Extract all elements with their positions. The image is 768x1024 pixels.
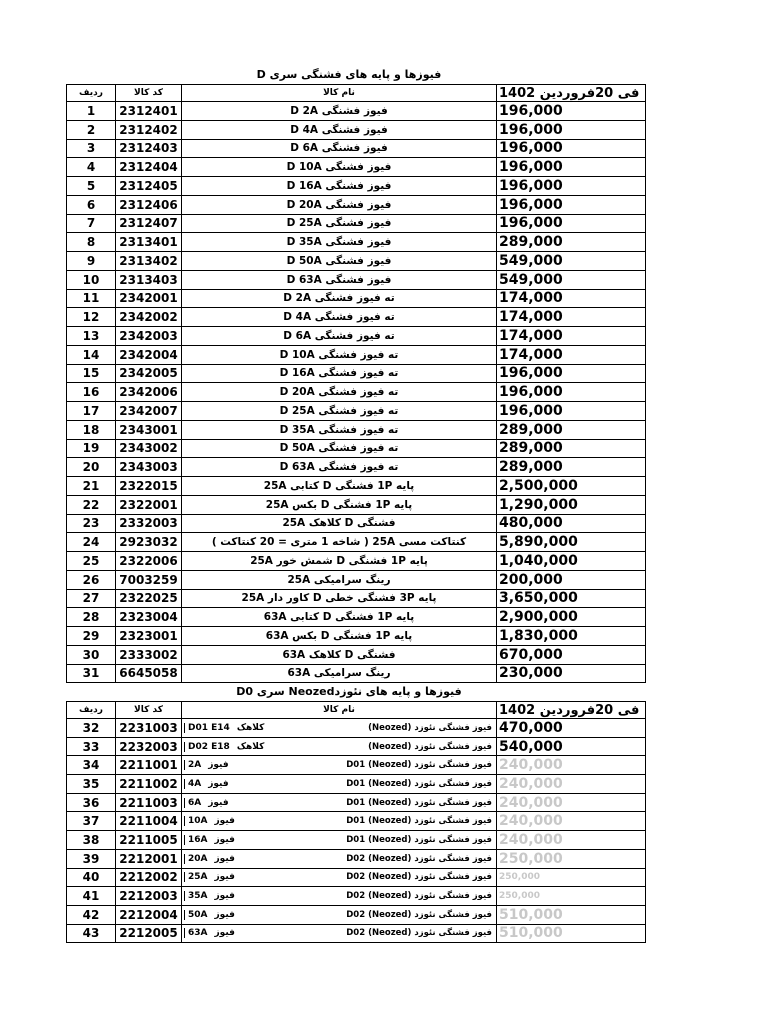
- product-price: 174,000: [497, 308, 646, 327]
- product-price: 1,830,000: [497, 627, 646, 646]
- table-row: [67, 831, 646, 850]
- product-code: 2322015: [116, 477, 182, 496]
- product-price: 289,000: [497, 439, 646, 458]
- product-code: 2211004: [116, 812, 182, 831]
- product-spec-label: کلاهک: [236, 722, 265, 733]
- product-price: 240,000: [497, 812, 646, 831]
- product-price: 2,900,000: [497, 608, 646, 627]
- row-number: 19: [67, 439, 116, 458]
- product-spec: 63A: [184, 928, 211, 938]
- product-price: 250,000: [497, 849, 646, 868]
- product-name-text: فیوز فشنگی نئوزد (Neozed) D02: [346, 853, 492, 864]
- row-number: 21: [67, 477, 116, 496]
- product-code: 2212002: [116, 868, 182, 887]
- product-spec: 16A: [184, 835, 211, 845]
- product-price: 549,000: [497, 252, 646, 271]
- product-code: 2342003: [116, 327, 182, 346]
- row-number: 24: [67, 533, 116, 552]
- table-row: [67, 793, 646, 812]
- row-number: 38: [67, 831, 116, 850]
- header-price-date: فی 20فروردین 1402: [497, 702, 646, 719]
- row-number: 1: [67, 102, 116, 121]
- product-price: 240,000: [497, 756, 646, 775]
- product-name: ته فیوز فشنگی D 4A: [182, 308, 497, 327]
- product-price: 196,000: [497, 158, 646, 177]
- table-row: [67, 775, 646, 794]
- table-row: [67, 627, 646, 646]
- product-code: 2343002: [116, 439, 182, 458]
- row-number: 17: [67, 402, 116, 421]
- product-code: 2342005: [116, 364, 182, 383]
- section-title-d-series: فیوزها و پایه های فشنگی سری D: [256, 68, 442, 81]
- table-row: [67, 477, 646, 496]
- section-title-neozed-series: فیوزها و پایه های نئوزدNeozed سری D0: [236, 685, 462, 698]
- product-name: ته فیوز فشنگی D 35A: [182, 420, 497, 439]
- row-number: 9: [67, 252, 116, 271]
- product-code: 2211005: [116, 831, 182, 850]
- table-row: [67, 719, 646, 738]
- product-code: 2312407: [116, 214, 182, 233]
- row-number: 27: [67, 589, 116, 608]
- product-price: 196,000: [497, 102, 646, 121]
- row-number: 11: [67, 289, 116, 308]
- product-name: فیوز فشنگی D 2A: [182, 102, 497, 121]
- product-code: 2212004: [116, 905, 182, 924]
- table-row: [67, 139, 646, 158]
- product-name-text: فیوز فشنگی نئوزد (Neozed) D02: [346, 872, 492, 883]
- header-product-code: کد کالا: [116, 702, 182, 719]
- product-name: پایه 1P فشنگی D کتابی 25A: [182, 477, 497, 496]
- row-number: 22: [67, 495, 116, 514]
- product-name: [182, 793, 497, 812]
- row-number: 36: [67, 793, 116, 812]
- table-row: [67, 849, 646, 868]
- product-code: 2211003: [116, 793, 182, 812]
- row-number: 15: [67, 364, 116, 383]
- product-spec-label: فیوز: [214, 891, 235, 902]
- row-number: 8: [67, 233, 116, 252]
- row-number: 7: [67, 214, 116, 233]
- table-row: [67, 924, 646, 943]
- table-row: [67, 345, 646, 364]
- product-code: 2322001: [116, 495, 182, 514]
- product-name: فیوز فشنگی D 35A: [182, 233, 497, 252]
- product-code: 2342002: [116, 308, 182, 327]
- row-number: 37: [67, 812, 116, 831]
- product-name-text: فیوز فشنگی نئوزد (Neozed) D02: [346, 928, 492, 939]
- table-row: [67, 737, 646, 756]
- product-price: 549,000: [497, 270, 646, 289]
- product-name: [182, 868, 497, 887]
- row-number: 13: [67, 327, 116, 346]
- table-header: [67, 85, 646, 102]
- product-name: [182, 756, 497, 775]
- product-code: 2323004: [116, 608, 182, 627]
- product-code: 2313403: [116, 270, 182, 289]
- product-spec-label: فیوز: [214, 853, 235, 864]
- row-number: 42: [67, 905, 116, 924]
- product-name: [182, 924, 497, 943]
- product-name: [182, 887, 497, 906]
- product-price: 480,000: [497, 514, 646, 533]
- product-name: فیوز فشنگی D 25A: [182, 214, 497, 233]
- product-price: 289,000: [497, 420, 646, 439]
- row-number: 4: [67, 158, 116, 177]
- row-number: 41: [67, 887, 116, 906]
- product-name: ته فیوز فشنگی D 25A: [182, 402, 497, 421]
- row-number: 34: [67, 756, 116, 775]
- header-row-number: ردیف: [67, 85, 116, 102]
- product-code: 2322025: [116, 589, 182, 608]
- product-name: ته فیوز فشنگی D 10A: [182, 345, 497, 364]
- product-price: 289,000: [497, 458, 646, 477]
- product-code: 2312404: [116, 158, 182, 177]
- row-number: 43: [67, 924, 116, 943]
- table-row: [67, 608, 646, 627]
- product-spec-label: فیوز: [214, 928, 235, 939]
- product-name: ته فیوز فشنگی D 2A: [182, 289, 497, 308]
- product-name: رینگ سرامیکی 63A: [182, 664, 497, 683]
- product-spec: 6A: [184, 798, 204, 808]
- table-row: [67, 402, 646, 421]
- product-price: 240,000: [497, 793, 646, 812]
- row-number: 14: [67, 345, 116, 364]
- table-row: [67, 812, 646, 831]
- table-row: [67, 289, 646, 308]
- product-name: فیوز فشنگی D 6A: [182, 139, 497, 158]
- product-name: ته فیوز فشنگی D 50A: [182, 439, 497, 458]
- product-spec: 20A: [184, 854, 211, 864]
- product-price: 174,000: [497, 345, 646, 364]
- product-price: 510,000: [497, 905, 646, 924]
- row-number: 26: [67, 570, 116, 589]
- product-name: فشنگی D کلاهک 63A: [182, 645, 497, 664]
- table-row: [67, 570, 646, 589]
- header-product-name: نام کالا: [182, 702, 497, 719]
- product-name: [182, 719, 497, 738]
- row-number: 30: [67, 645, 116, 664]
- product-name-text: فیوز فشنگی نئوزد (Neozed): [368, 722, 492, 733]
- table-row: [67, 905, 646, 924]
- product-name-text: فیوز فشنگی نئوزد (Neozed) D01: [346, 797, 492, 808]
- header-product-name: نام کالا: [182, 85, 497, 102]
- product-code: 6645058: [116, 664, 182, 683]
- table-header: [67, 702, 646, 719]
- table-row: [67, 383, 646, 402]
- product-price: 250,000: [497, 868, 646, 887]
- product-price: 470,000: [497, 719, 646, 738]
- row-number: 31: [67, 664, 116, 683]
- product-name: فیوز فشنگی D 16A: [182, 177, 497, 196]
- product-name-text: فیوز فشنگی نئوزد (Neozed) D02: [346, 909, 492, 920]
- product-code: 2342004: [116, 345, 182, 364]
- price-table-neozed-series: [66, 701, 646, 943]
- product-price: 196,000: [497, 383, 646, 402]
- row-number: 5: [67, 177, 116, 196]
- product-name: [182, 831, 497, 850]
- row-number: 10: [67, 270, 116, 289]
- row-number: 20: [67, 458, 116, 477]
- product-price: 196,000: [497, 139, 646, 158]
- product-price: 240,000: [497, 831, 646, 850]
- row-number: 28: [67, 608, 116, 627]
- product-spec: 10A: [184, 816, 211, 826]
- row-number: 39: [67, 849, 116, 868]
- table-row: [67, 552, 646, 571]
- product-code: 2313401: [116, 233, 182, 252]
- product-name: [182, 737, 497, 756]
- product-name: فیوز فشنگی D 10A: [182, 158, 497, 177]
- row-number: 18: [67, 420, 116, 439]
- product-price: 670,000: [497, 645, 646, 664]
- product-code: 2312405: [116, 177, 182, 196]
- header-price-date: فی 20فروردین 1402: [497, 85, 646, 102]
- product-name: [182, 812, 497, 831]
- product-code: 2211001: [116, 756, 182, 775]
- table-row: [67, 327, 646, 346]
- product-price: 3,650,000: [497, 589, 646, 608]
- product-name: کنتاکت مسی 25A ( شاخه 1 متری = 20 کنتاکت ): [182, 533, 497, 552]
- product-code: 2332003: [116, 514, 182, 533]
- product-name: ته فیوز فشنگی D 20A: [182, 383, 497, 402]
- row-number: 3: [67, 139, 116, 158]
- product-code: 2211002: [116, 775, 182, 794]
- product-code: 2232003: [116, 737, 182, 756]
- product-code: 2342001: [116, 289, 182, 308]
- product-code: 2923032: [116, 533, 182, 552]
- product-spec-label: فیوز: [214, 872, 235, 883]
- product-name: ته فیوز فشنگی D 16A: [182, 364, 497, 383]
- table-row: [67, 102, 646, 121]
- product-code: 2231003: [116, 719, 182, 738]
- row-number: 25: [67, 552, 116, 571]
- product-price: 196,000: [497, 177, 646, 196]
- row-number: 32: [67, 719, 116, 738]
- product-price: 196,000: [497, 120, 646, 139]
- product-price: 196,000: [497, 364, 646, 383]
- table-row: [67, 589, 646, 608]
- table-row: [67, 195, 646, 214]
- header-row-number: ردیف: [67, 702, 116, 719]
- price-table-d-series: [66, 84, 646, 683]
- row-number: 16: [67, 383, 116, 402]
- product-code: 2312401: [116, 102, 182, 121]
- product-price: 5,890,000: [497, 533, 646, 552]
- product-price: 1,040,000: [497, 552, 646, 571]
- product-price: 230,000: [497, 664, 646, 683]
- product-price: 540,000: [497, 737, 646, 756]
- row-number: 23: [67, 514, 116, 533]
- table-row: [67, 120, 646, 139]
- product-code: 2342006: [116, 383, 182, 402]
- row-number: 33: [67, 737, 116, 756]
- product-name: پایه 1P فشنگی D شمش خور 25A: [182, 552, 497, 571]
- product-price: 250,000: [497, 887, 646, 906]
- product-name: فیوز فشنگی D 4A: [182, 120, 497, 139]
- product-name: فشنگی D کلاهک 25A: [182, 514, 497, 533]
- product-spec: 50A: [184, 910, 211, 920]
- row-number: 35: [67, 775, 116, 794]
- table-row: [67, 270, 646, 289]
- product-name-text: فیوز فشنگی نئوزد (Neozed) D01: [346, 816, 492, 827]
- product-code: 2312402: [116, 120, 182, 139]
- product-code: 7003259: [116, 570, 182, 589]
- product-code: 2313402: [116, 252, 182, 271]
- product-code: 2312406: [116, 195, 182, 214]
- product-price: 196,000: [497, 402, 646, 421]
- table-row: [67, 420, 646, 439]
- row-number: 40: [67, 868, 116, 887]
- product-price: 289,000: [497, 233, 646, 252]
- product-name: پایه 1P فشنگی D بکس 25A: [182, 495, 497, 514]
- table-row: [67, 868, 646, 887]
- product-code: 2342007: [116, 402, 182, 421]
- product-spec-label: فیوز: [208, 760, 229, 771]
- product-name: فیوز فشنگی D 63A: [182, 270, 497, 289]
- row-number: 12: [67, 308, 116, 327]
- table-row: [67, 364, 646, 383]
- product-name: فیوز فشنگی D 50A: [182, 252, 497, 271]
- product-name: [182, 775, 497, 794]
- product-spec-label: فیوز: [208, 778, 229, 789]
- product-name: [182, 849, 497, 868]
- product-code: 2323001: [116, 627, 182, 646]
- table-row: [67, 233, 646, 252]
- table-row: [67, 177, 646, 196]
- product-code: 2212005: [116, 924, 182, 943]
- table-row: [67, 664, 646, 683]
- product-spec-label: فیوز: [214, 834, 235, 845]
- table-row: [67, 495, 646, 514]
- product-name: پایه 3P فشنگی خطی D کاور دار 25A: [182, 589, 497, 608]
- header-product-code: کد کالا: [116, 85, 182, 102]
- product-spec: 25A: [184, 872, 211, 882]
- product-name: رینگ سرامیکی 25A: [182, 570, 497, 589]
- product-spec: 35A: [184, 891, 211, 901]
- table-row: [67, 252, 646, 271]
- product-name: پایه 1P فشنگی D کتابی 63A: [182, 608, 497, 627]
- table-row: [67, 308, 646, 327]
- product-spec: D01 E14: [184, 723, 233, 733]
- table-row: [67, 645, 646, 664]
- product-price: 174,000: [497, 289, 646, 308]
- row-number: 2: [67, 120, 116, 139]
- product-code: 2322006: [116, 552, 182, 571]
- row-number: 29: [67, 627, 116, 646]
- product-name: پایه 1P فشنگی D بکس 63A: [182, 627, 497, 646]
- product-code: 2212001: [116, 849, 182, 868]
- product-code: 2343003: [116, 458, 182, 477]
- product-spec: 2A: [184, 760, 204, 770]
- table-row: [67, 158, 646, 177]
- product-price: 1,290,000: [497, 495, 646, 514]
- table-row: [67, 514, 646, 533]
- product-spec: D02 E18: [184, 742, 233, 752]
- product-price: 174,000: [497, 327, 646, 346]
- product-price: 196,000: [497, 195, 646, 214]
- product-name: ته فیوز فشنگی D 6A: [182, 327, 497, 346]
- product-name-text: فیوز فشنگی نئوزد (Neozed): [368, 741, 492, 752]
- product-price: 240,000: [497, 775, 646, 794]
- product-price: 200,000: [497, 570, 646, 589]
- product-name-text: فیوز فشنگی نئوزد (Neozed) D01: [346, 778, 492, 789]
- product-code: 2212003: [116, 887, 182, 906]
- product-name: فیوز فشنگی D 20A: [182, 195, 497, 214]
- table-row: [67, 458, 646, 477]
- product-price: 510,000: [497, 924, 646, 943]
- table-row: [67, 439, 646, 458]
- table-row: [67, 533, 646, 552]
- product-price: 196,000: [497, 214, 646, 233]
- product-price: 2,500,000: [497, 477, 646, 496]
- product-spec-label: فیوز: [214, 909, 235, 920]
- product-spec-label: کلاهک: [236, 741, 265, 752]
- product-code: 2312403: [116, 139, 182, 158]
- product-name-text: فیوز فشنگی نئوزد (Neozed) D01: [346, 834, 492, 845]
- table-row: [67, 887, 646, 906]
- product-name-text: فیوز فشنگی نئوزد (Neozed) D01: [346, 760, 492, 771]
- product-spec-label: فیوز: [208, 797, 229, 808]
- product-name-text: فیوز فشنگی نئوزد (Neozed) D02: [346, 891, 492, 902]
- product-spec: 4A: [184, 779, 204, 789]
- product-code: 2333002: [116, 645, 182, 664]
- product-spec-label: فیوز: [214, 816, 235, 827]
- product-name: [182, 905, 497, 924]
- product-code: 2343001: [116, 420, 182, 439]
- table-row: [67, 214, 646, 233]
- row-number: 6: [67, 195, 116, 214]
- table-row: [67, 756, 646, 775]
- product-name: ته فیوز فشنگی D 63A: [182, 458, 497, 477]
